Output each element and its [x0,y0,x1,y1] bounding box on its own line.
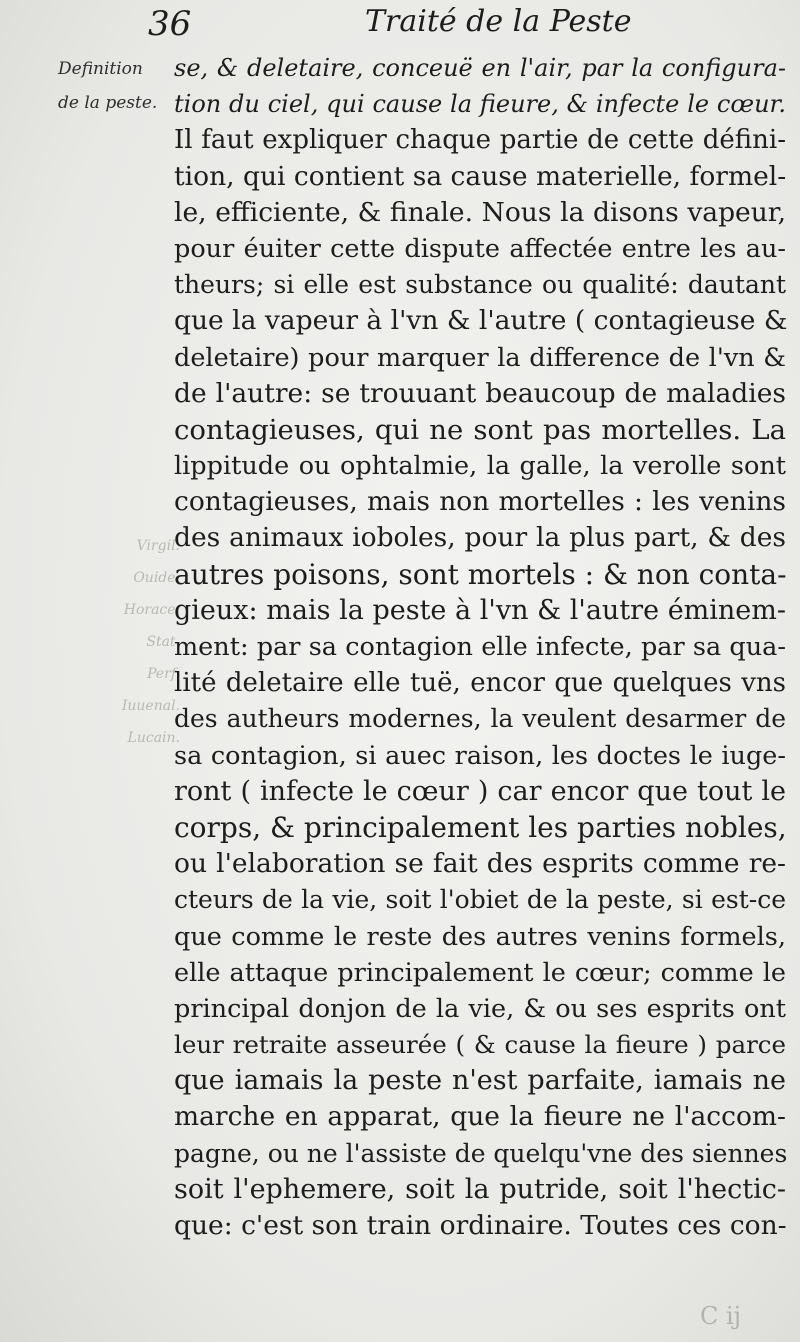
page-header [0,0,800,44]
text-line: se, & deletaire, conceuë en l'air, par la configura- [174,54,786,82]
text-line: contagieuses, mais non mortelles : les venins [174,486,786,518]
text-line: Il faut expliquer chaque partie de cette défini- [174,125,786,156]
text-line: ment: par sa contagion elle infecte, par sa qua- [174,632,786,662]
text-line: que iamais la peste n'est parfaite, iamais ne [174,1065,786,1097]
text-line: theurs; si elle est substance ou qualité: dautant [174,270,786,300]
text-line: que comme le reste des autres venins formels, [174,921,786,952]
text-line: autres poisons, sont mortels : & non conta- [174,557,787,591]
text-line: pour éuiter cette dispute affectée entre les au- [174,233,786,264]
text-line: lippitude ou ophtalmie, la galle, la verolle sont [174,451,786,482]
show-through-notes [96,530,180,754]
text-line: sa contagion, si auec raison, les doctes le iuge- [174,740,786,771]
text-line: elle attaque principalement le cœur; comme le [174,957,786,988]
show-through-note: Ouide. [133,570,180,586]
text-line: leur retraite asseurée ( & cause la fieure ) parce [174,1030,786,1060]
text-line: pagne, ou ne l'assiste de quelqu'vne des siennes [174,1138,788,1168]
show-through-note: Perf. [147,666,180,682]
text-line: corps, & principalement les parties nobles, [174,810,787,844]
show-through-note: Iuuenal. [121,698,180,714]
show-through-note: Stat. [146,634,180,650]
text-line: des autheurs modernes, la veulent desarmer de [174,704,786,734]
text-line: ront ( infecte le cœur ) car encor que tout le [174,775,786,807]
running-title: Traité de la Peste [365,4,632,39]
show-through-note: Virgil. [136,538,180,554]
body-text [174,50,786,1244]
margin-note [58,52,157,120]
text-line: des animaux ioboles, pour la plus part, & des [174,522,786,554]
page-number: 36 [148,4,192,44]
text-line: gieux: mais la peste à l'vn & l'autre éminem- [174,594,786,626]
text-line: marche en apparat, que la fieure ne l'accom- [174,1101,786,1133]
margin-note-line-2: de la peste. [58,93,158,113]
text-line: contagieuses, qui ne sont pas mortelles. La [174,413,786,446]
show-through-note: Lucain. [127,730,180,746]
show-through-note: Horace. [123,602,180,618]
text-line: que la vapeur à l'vn & l'autre ( contagieuse & [174,305,788,337]
text-line: tion, qui contient sa cause materielle, formel- [174,160,787,192]
signature-mark: C ij [700,1302,742,1330]
text-line: tion du ciel, qui cause la fieure, & infecte le cœur. [174,90,786,119]
text-line: soit l'ephemere, soit la putride, soit l'hectic- [174,1173,786,1205]
text-line: cteurs de la vie, soit l'obiet de la peste, si est-ce [174,885,786,915]
text-line: deletaire) pour marquer la difference de l'vn & [174,342,786,373]
text-line: lité deletaire elle tuë, encor que quelques vns [174,668,786,699]
text-line: principal donjon de la vie, & ou ses esprits ont [174,993,786,1024]
margin-note-line-1: Definition [58,59,143,79]
text-line: de l'autre: se trouuant beaucoup de maladies [174,377,786,409]
text-line: le, efficiente, & finale. Nous la disons vapeur, [174,196,786,228]
text-line: ou l'elaboration se fait des esprits comme re- [174,848,786,880]
text-line: que: c'est son train ordinaire. Toutes ces con- [174,1210,787,1241]
